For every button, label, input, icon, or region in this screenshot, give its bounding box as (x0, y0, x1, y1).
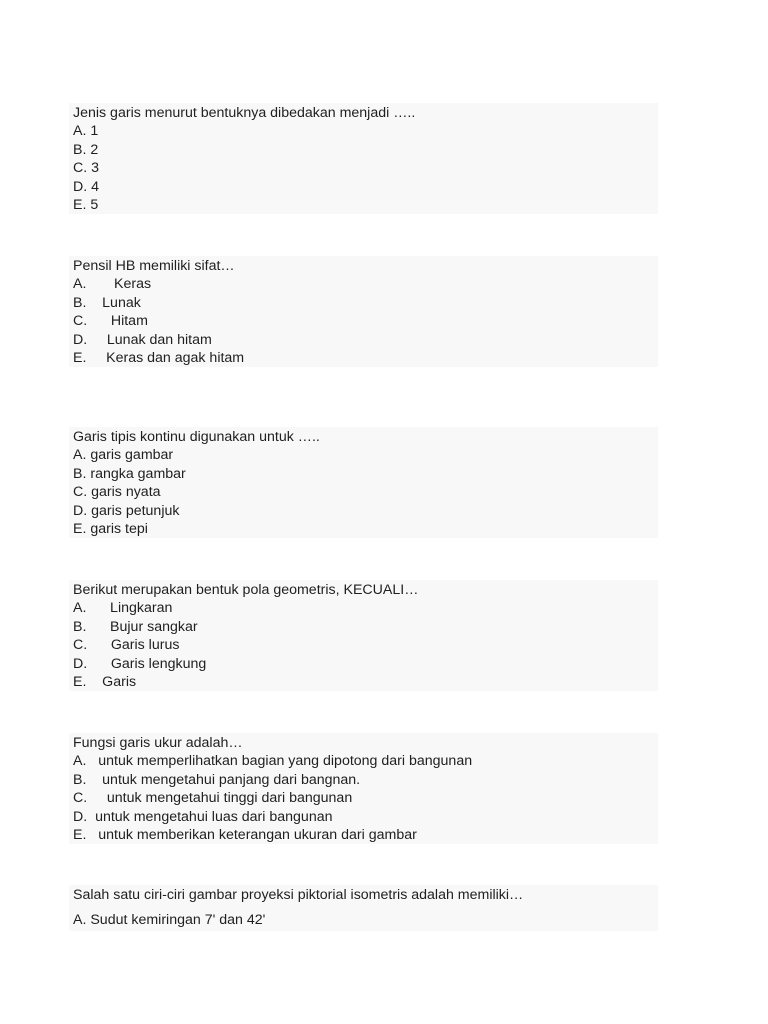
question-text: Garis tipis kontinu digunakan untuk ….. (73, 429, 320, 445)
question-6 (69, 885, 658, 931)
question-text: Berikut merupakan bentuk pola geometris, KECUALI… (73, 582, 419, 598)
question-2 (69, 256, 658, 367)
option-c: C. untuk mengetahui tinggi dari bangunan (73, 790, 353, 807)
option-b: B. Lunak (73, 294, 141, 311)
option-c: C. Hitam (73, 313, 148, 330)
option-d: D. Garis lengkung (73, 655, 207, 672)
option-a: A. 1 (73, 123, 99, 140)
question-text: Fungsi garis ukur adalah… (73, 735, 243, 751)
option-e: E. 5 (73, 196, 99, 213)
option-e: E. Garis (73, 673, 137, 690)
option-a: A. Keras (73, 276, 152, 293)
option-e: E. untuk memberikan keterangan ukuran dari gambar (73, 826, 417, 843)
option-d: D. 4 (73, 178, 100, 195)
option-c: C. garis nyata (73, 484, 161, 501)
option-b: B. Bujur sangkar (73, 618, 198, 635)
question-text: Pensil HB memiliki sifat… (73, 258, 235, 274)
option-d: D. garis petunjuk (73, 502, 180, 519)
question-1 (69, 103, 658, 214)
question-3 (69, 427, 658, 538)
option-c: C. 3 (73, 160, 100, 177)
option-c: C. Garis lurus (73, 637, 180, 654)
option-e: E. garis tepi (73, 520, 148, 537)
option-b: B. untuk mengetahui panjang dari bangnan. (73, 771, 361, 788)
question-text: Salah satu ciri-ciri gambar proyeksi piktorial isometris adalah memiliki… (73, 887, 524, 903)
option-a: A. untuk memperlihatkan bagian yang dipotong dari bangunan (73, 753, 473, 770)
option-b: B. rangka gambar (73, 465, 186, 482)
option-d: D. untuk mengetahui luas dari bangunan (73, 808, 333, 825)
question-4 (69, 580, 658, 691)
option-b: B. 2 (73, 141, 99, 158)
option-e: E. Keras dan agak hitam (73, 349, 245, 366)
option-a: A. Lingkaran (73, 600, 173, 617)
option-d: D. Lunak dan hitam (73, 331, 212, 348)
question-5 (69, 733, 658, 844)
option-a: A. Sudut kemiringan 7' dan 42' (73, 912, 266, 929)
question-text: Jenis garis menurut bentuknya dibedakan menjadi ….. (73, 105, 416, 121)
option-a: A. garis gambar (73, 447, 174, 464)
